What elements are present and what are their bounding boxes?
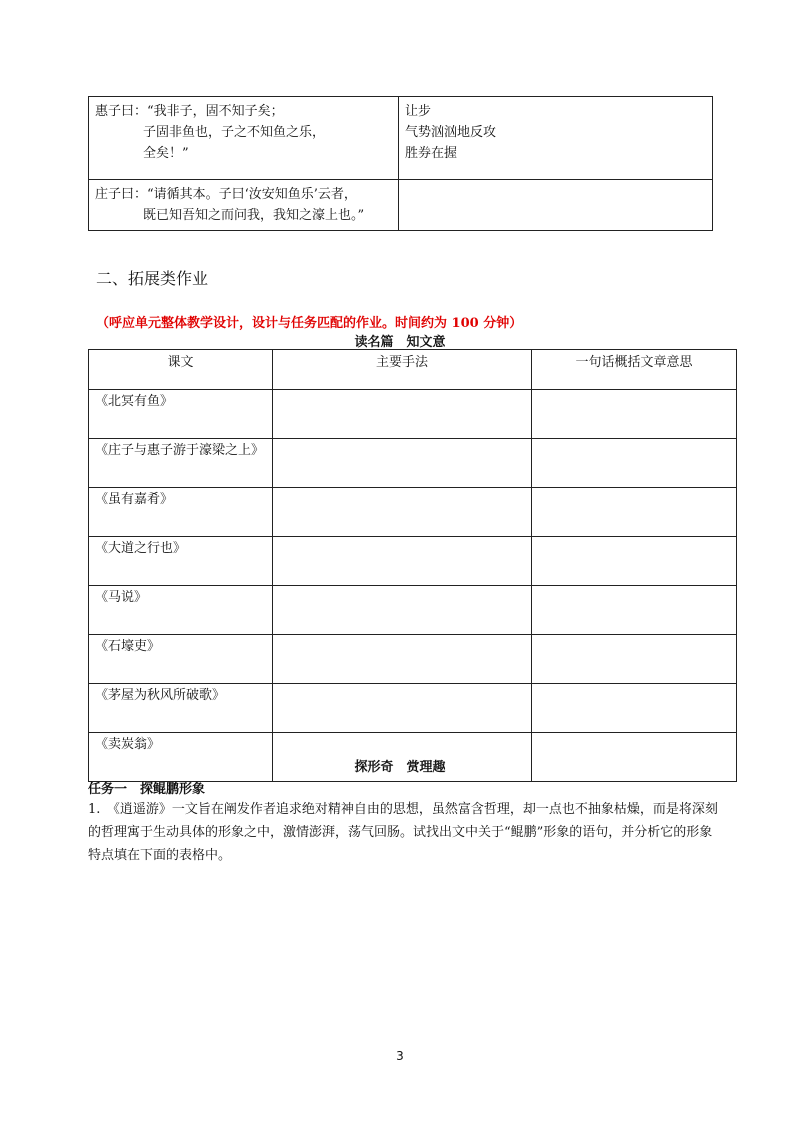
table-row <box>89 537 737 586</box>
technique-cell[interactable] <box>273 586 532 635</box>
analysis-line: 让步 <box>405 104 432 119</box>
task-title: 任务一 探鲲鹏形象 <box>88 782 206 797</box>
text-title-cell: 《虽有嘉肴》 <box>89 488 273 537</box>
dialogue-line: 子固非鱼也，子之不知鱼之乐， <box>143 125 326 140</box>
page-number: 3 <box>396 1049 404 1063</box>
summary-cell[interactable] <box>532 684 737 733</box>
dialogue-cell <box>89 97 399 180</box>
table-row <box>89 439 737 488</box>
table-header-row <box>89 350 737 390</box>
text-title-cell: 《卖炭翁》 <box>89 733 273 782</box>
technique-cell[interactable] <box>273 684 532 733</box>
summary-cell[interactable] <box>532 390 737 439</box>
analysis-cell[interactable] <box>399 180 713 231</box>
column-header: 一句话概括文章意思 <box>532 350 737 390</box>
dialogue-line: 惠子曰：“我非子，固不知子矣； <box>95 104 284 119</box>
technique-cell[interactable] <box>273 635 532 684</box>
table-row <box>89 684 737 733</box>
task-paragraph: 1. 《逍遥游》一文旨在阐发作者追求绝对精神自由的思想，虽然富含哲理，却一点也不抽象枯燥，而是将深刻的哲理寓于生动具体的形象之中，激情澎湃，荡气回肠。试找出文中关于“鲲鹏”形象的语句，并分析它的形象特点填在下面的表格中。 <box>88 802 718 863</box>
subsection-title: 探形奇 赏理趣 <box>354 760 446 775</box>
technique-cell[interactable] <box>273 439 532 488</box>
instruction-note: （呼应单元整体教学设计，设计与任务匹配的作业。时间约为 100 分钟） <box>96 316 523 331</box>
analysis-cell <box>399 97 713 180</box>
dialogue-line: 庄子曰：“请循其本。子曰‘汝安知鱼乐’云者， <box>95 187 357 202</box>
summary-cell[interactable] <box>532 537 737 586</box>
summary-cell[interactable] <box>532 488 737 537</box>
dialogue-line: 既已知吾知之而问我，我知之濠上也。” <box>143 208 365 223</box>
text-title-cell: 《马说》 <box>89 586 273 635</box>
dialogue-cell <box>89 180 399 231</box>
summary-cell[interactable] <box>532 439 737 488</box>
section-heading: 二、拓展类作业 <box>96 269 209 288</box>
table-row <box>89 180 713 231</box>
table-row <box>89 488 737 537</box>
text-title-cell: 《茅屋为秋风所破歌》 <box>89 684 273 733</box>
column-header: 课文 <box>89 350 273 390</box>
dialogue-analysis-table <box>88 96 713 231</box>
text-title-cell: 《北冥有鱼》 <box>89 390 273 439</box>
table-row <box>89 635 737 684</box>
analysis-line: 气势汹汹地反攻 <box>405 125 497 140</box>
table-row <box>89 97 713 180</box>
text-title-cell: 《石壕吏》 <box>89 635 273 684</box>
table-row <box>89 586 737 635</box>
table-row <box>89 390 737 439</box>
summary-cell[interactable] <box>532 635 737 684</box>
reading-table <box>88 349 737 782</box>
analysis-line: 胜券在握 <box>405 146 458 161</box>
column-header: 主要手法 <box>273 350 532 390</box>
dialogue-line: 全矣！” <box>143 146 189 161</box>
text-title-cell: 《大道之行也》 <box>89 537 273 586</box>
text-title-cell: 《庄子与惠子游于濠梁之上》 <box>89 439 273 488</box>
table-title: 读名篇 知文意 <box>354 335 446 350</box>
technique-cell[interactable] <box>273 537 532 586</box>
summary-cell[interactable] <box>532 586 737 635</box>
technique-cell[interactable] <box>273 488 532 537</box>
technique-cell[interactable] <box>273 390 532 439</box>
